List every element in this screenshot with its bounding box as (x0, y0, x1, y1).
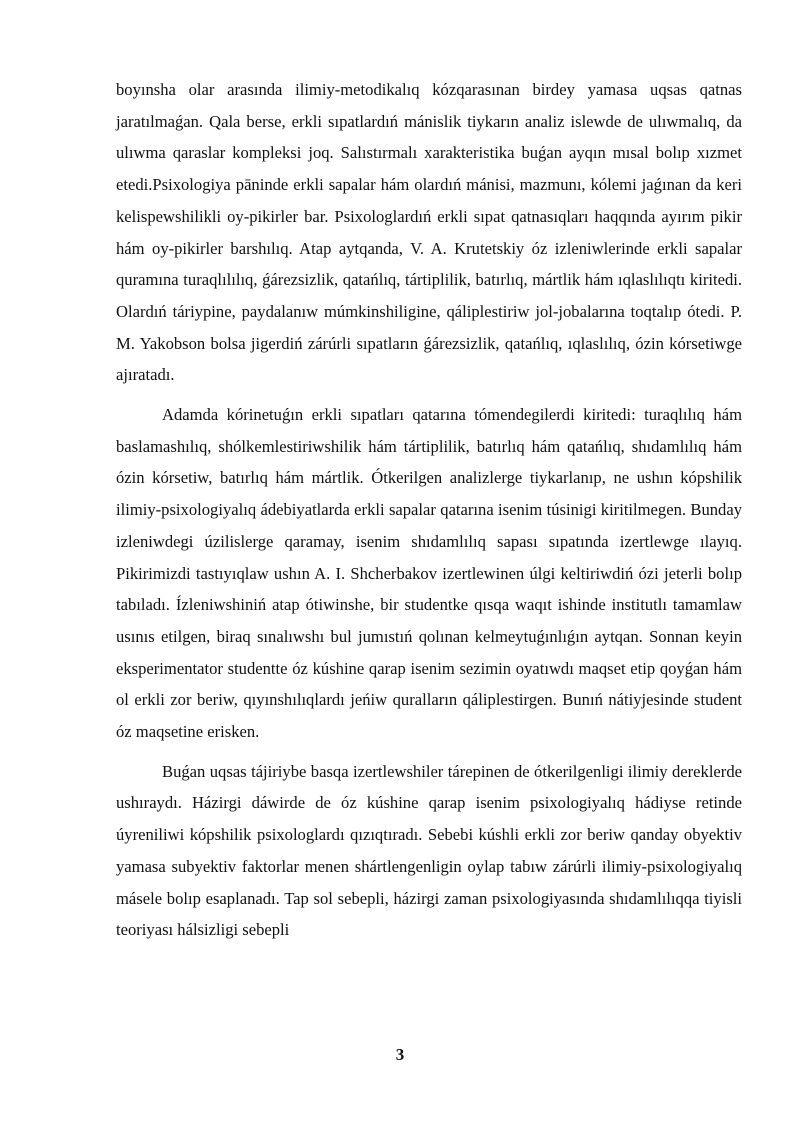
page-number: 3 (395, 1045, 405, 1064)
paragraph-2: Adamda kórinetuǵın erkli sıpatları qatarına tómendegilerdi kiritedi: turaqlılıq hám baslamashılıq, shólkemlestiriwshilik hám tártiplilik, batırlıq hám qatańlıq, shıdamlılıq hám ózin kórsetiw, batırlıq hám mártlik. Ótkerilgen analizlerge tiykarlanıp, ne ushın kópshilik ilimiy-psixologiyalıq ádebiyatlarda erkli sapalar qatarına isenim túsinigi kiritilmegen. Bunday izleniwdegi úzilislerge qaramay, isenim shıdamlılıq sapası sıpatında izertlewge ılayıq. Pikirimizdi tastıyıqlaw ushın A. I. Shcherbakov izertlewinen úlgi keltiriwdiń ózi jeterli bolıp tabıladı. Ízleniwshiniń atap ótiwinshe, bir studentke qısqa waqıt ishinde institutlı tamamlaw usınıs etilgen, biraq sınalıwshı bul jumıstıń qolınan kelmeytuǵınlıǵın aytqan. Sonnan keyin eksperimentator studentte óz kúshine qarap isenim sezimin oyatıwdı maqset etip qoyǵan hám ol erkli zor beriw, qıyınshılıqlardı jeńiw quralların qáliplestirgen. Bunıń nátiyjesinde student óz maqsetine erisken. (116, 405, 742, 742)
paragraph-1: boyınsha olar arasında ilimiy-metodikalıq kózqarasınan birdey yamasa uqsas qatnas jaratılmaǵan. Qala berse, erkli sıpatlardıń mánislik tiykarın analiz islewde de ulıwmalıq, da ulıwma qaraslar kompleksi joq. Salıstırmalı xarakteristika buǵan ayqın mısal bolıp xızmet etedi.Psixologiya pāninde erkli sapalar hám olardıń mánisi, mazmunı, kólemi jaǵınan da keri kelispewshilikli oy-pikirler bar. Psixologlardıń erkli sıpat qatnasıqları haqqında ayırım pikir hám oy-pikirler barshılıq. Atap aytqanda, V. A. Krutetskiy óz izleniwlerinde erkli sapalar quramına turaqlılılıq, ǵárezsizlik, qatańlıq, tártiplilik, batırlıq, mártlik hám ıqlaslılıqtı kiritedi. Olardıń táriypine, paydalanıw múmkinshiligine, qáliplestiriw jol-jobalarına toqtalıp ótedi. P. M. Yakobson bolsa jigerdiń zárúrli sıpatların ǵárezsizlik, qatańlıq, ıqlaslılıq, ózin kórsetiwge ajıratadı. (116, 80, 742, 385)
paragraph-3: Buǵan uqsas tájiriybe basqa izertlewshiler tárepinen de ótkerilgenligi ilimiy dereklerde ushıraydı. Házirgi dáwirde de óz kúshine qarap isenim psixologiyalıq hádiyse retinde úyreniliwi kópshilik psixologlardı qızıqtıradı. Sebebi kúshli erkli zor beriw qanday obyektiv yamasa subyektiv faktorlar menen shártlengenligin oylap tabıw zárúrli ilimiy-psixologiyalıq másele bolıp esaplanadı. Tap sol sebepli, házirgi zaman psixologiyasında shıdamlılıqqa tiyisli teoriyası hálsizligi sebepli (116, 761, 742, 940)
document-page (116, 74, 742, 946)
